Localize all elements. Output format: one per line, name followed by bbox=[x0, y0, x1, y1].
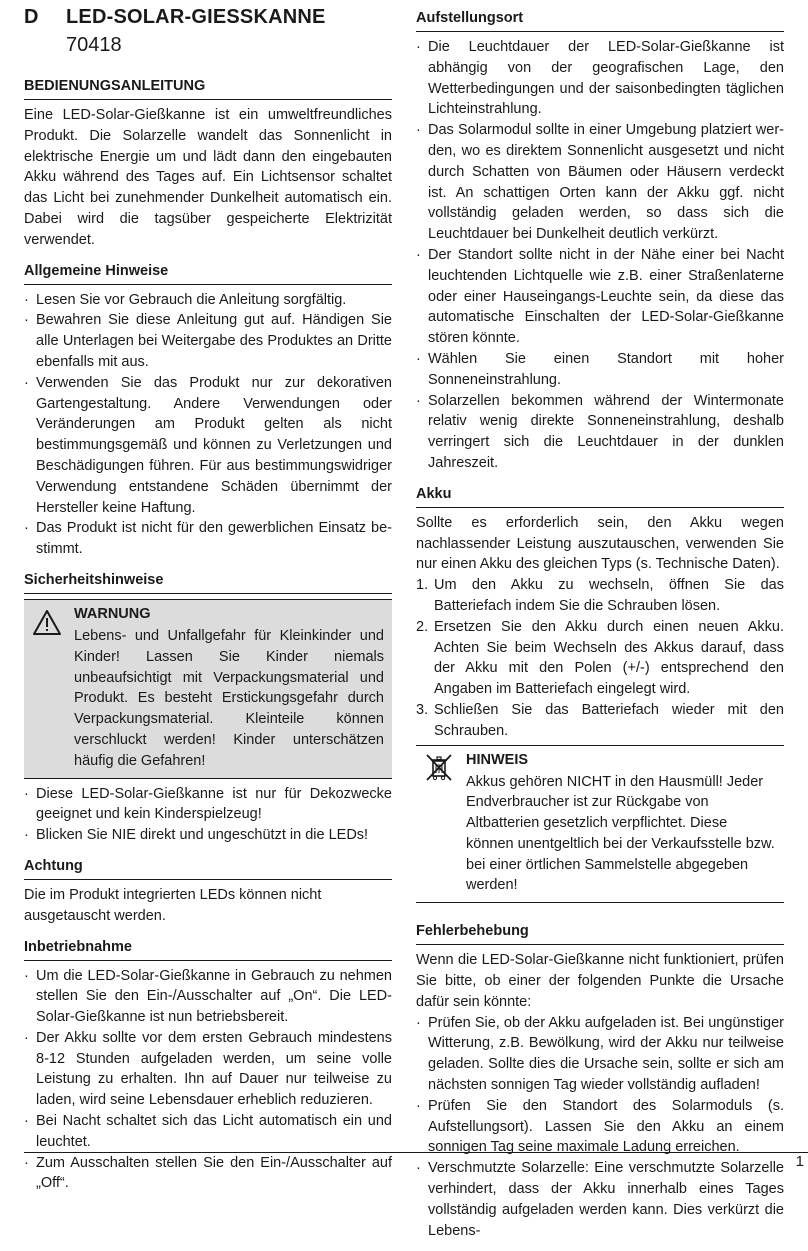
note-title: HINWEIS bbox=[466, 751, 529, 768]
safety-title: Sicherheitshinweise bbox=[24, 570, 392, 594]
warning-text: Lebens- und Unfallgefahr für Kleinkinder und Kinder! Lassen Sie Kinder niemals unbeaufsichtigt mit Verpackungsmaterial und Produkt. Es besteht Erstickungsgefahr durch Verpackungsmaterial. Kleinteile können verschluckt werden! Kinder unterschätzen häufig die Gefahren! bbox=[74, 627, 384, 769]
left-column bbox=[24, 76, 392, 1204]
right-column bbox=[416, 8, 784, 1251]
warning-triangle-icon bbox=[32, 608, 62, 638]
note-box bbox=[416, 745, 784, 904]
general-section bbox=[24, 261, 392, 560]
step-number: 1. bbox=[416, 577, 429, 594]
attention-title: Achtung bbox=[24, 856, 392, 880]
list-item: · Lesen Sie vor Gebrauch die Anleitung sorgfältig. bbox=[24, 290, 392, 311]
list-item: · Blicken Sie NIE direkt und ungeschützt in die LEDs! bbox=[24, 825, 392, 846]
list-item: · Zum Ausschalten stellen Sie den Ein-/Ausschalter auf „Off“. bbox=[24, 1153, 392, 1195]
warning-box bbox=[24, 599, 392, 779]
trouble-section bbox=[416, 921, 784, 1241]
list-item: · Verwenden Sie das Produkt nur zur dekorativen Gartengestaltung. Andere Verwendungen oder Veränderungen am Produkt gelten als nicht bestimmungsgemäß und können zu Verletzungen und Beschädigungen führen. Für aus bestimmungswidriger Verwendung entstandene Schäden übernimmt der Hersteller keine Haftung. bbox=[24, 373, 392, 519]
list-item: · Der Akku sollte vor dem ersten Gebrauch mindestens 8-12 Stunden aufgeladen werden, um seine volle Leistung zu erhalten. Ihn auf Dauer nur teilweise zu laden, wird seine Lebensdauer erheblich reduzieren. bbox=[24, 1028, 392, 1111]
manual-intro: Eine LED-Solar-Gießkanne ist ein umweltfreundliches Produkt. Die Solarzelle wandelt das Sonnenlicht in elektrische Energie um und lädt dann den eingebauten Akku während des Tages auf. Ein Lichtsensor schaltet das Licht bei zunehmender Dunkelheit automatisch ein. Dabei wird die tagsüber gespeicherte Elektrizität verwendet. bbox=[24, 107, 392, 248]
attention-section bbox=[24, 856, 392, 927]
list-item: · Der Standort sollte nicht in der Nähe einer bei Nacht leuchtenden Lichtquelle wie z.B. einer Straßenlaterne oder einer Hauseingangs-Leuchte sein, da diese das automatische Einschalten der LED-Solar-Gießkanne stören könnte. bbox=[416, 245, 784, 349]
crossed-bin-icon bbox=[424, 752, 454, 782]
safety-section bbox=[24, 570, 392, 846]
list-item: · Das Produkt ist nicht für den gewerblichen Einsatz bestimmt. bbox=[24, 518, 392, 560]
list-item: · Um die LED-Solar-Gießkanne in Gebrauch zu nehmen stellen Sie den Ein-/Ausschalter auf „On“. Die LED-Solar-Gießkanne ist nun betriebsbereit. bbox=[24, 966, 392, 1028]
startup-section bbox=[24, 937, 392, 1195]
manual-title: BEDIENUNGSANLEITUNG bbox=[24, 76, 392, 100]
step-number: 2. bbox=[416, 618, 429, 635]
note-text: Akkus gehören NICHT in den Hausmüll! Jeder Endverbraucher ist zur Rückgabe von Altbatterien gesetzlich verpflichtet. Diese können unentgeltlich bei der Verkaufsstelle bzw. bei einer örtlichen Sammelstelle abgegeben werden! bbox=[466, 773, 775, 894]
warning-title: WARNUNG bbox=[74, 605, 151, 622]
battery-section bbox=[416, 484, 784, 904]
product-title: LED-SOLAR-GIESSKANNE bbox=[66, 6, 326, 28]
list-item: · Diese LED-Solar-Gießkanne ist nur für Dekozwecke geeignet und kein Kinderspielzeug! bbox=[24, 784, 392, 826]
battery-text: Sollte es erforderlich sein, den Akku wegen nachlassender Leistung auszutauschen, verwenden Sie nur einen Akku des gleichen Typs (s. Technische Daten). bbox=[416, 514, 784, 573]
list-item: · Prüfen Sie, ob der Akku aufgeladen ist. Bei ungünstiger Witterung, z.B. Bewölkung, wird der Akku nur teilweise geladen. Sollte dies die Ursache sein, sollte er sich am nächsten sonnigen Tag wieder vollständig aufladen! bbox=[416, 1013, 784, 1096]
list-item bbox=[416, 575, 784, 617]
list-item: · Bei Nacht schaltet sich das Licht automatisch ein und leuchtet. bbox=[24, 1111, 392, 1153]
list-item bbox=[416, 617, 784, 700]
footer-rule bbox=[24, 1152, 808, 1153]
trouble-title: Fehlerbehebung bbox=[416, 921, 784, 945]
page-number: 1 bbox=[795, 1153, 804, 1170]
list-item: · Das Solarmodul sollte in einer Umgebung platziert werden, wo es direktem Sonnenlicht ausgesetzt und nicht durch Schatten von Bäumen oder Häusern verdeckt ist. An schattigen Orten kann der Akku ggf. nicht vollständig geladen werden, so dass sich die Leuchtdauer bei Dunkelheit deutlich verkürzt. bbox=[416, 120, 784, 245]
list-item: · Wählen Sie einen Standort mit hoher Sonneneinstrahlung. bbox=[416, 349, 784, 391]
step-text: Um den Akku zu wechseln, öffnen Sie das Batteriefach indem Sie die Schrauben lösen. bbox=[434, 577, 784, 614]
manual-section bbox=[24, 76, 392, 251]
list-item: · Die Leuchtdauer der LED-Solar-Gießkanne ist abhängig von der geografischen Lage, den Wetterbedingungen und der saisonbedingten täglichen Lichteinstrahlung. bbox=[416, 37, 784, 120]
step-number: 3. bbox=[416, 701, 429, 718]
language-code: D bbox=[24, 6, 39, 28]
list-item bbox=[416, 700, 784, 742]
article-number: 70418 bbox=[66, 34, 122, 56]
list-item: · Verschmutzte Solarzelle: Eine verschmutzte Solarzelle verhindert, dass der Akku innerhalb eines Tages vollständig aufgeladen werden kann. Dies verkürzt die Lebens- bbox=[416, 1158, 784, 1241]
location-section bbox=[416, 8, 784, 474]
list-item: · Solarzellen bekommen während der Wintermonate relativ wenig direkte Sonneneinstrahlung, deshalb verringert sich die Leuchtdauer in der dunklen Jahreszeit. bbox=[416, 391, 784, 474]
location-title: Aufstellungsort bbox=[416, 8, 784, 32]
step-text: Ersetzen Sie den Akku durch einen neuen Akku. Achten Sie beim Wechseln des Akkus darauf, dass der Akku mit den Polen (+/-) entsprechend den Angaben im Batteriefach eingelegt wird. bbox=[434, 618, 784, 698]
list-item: · Bewahren Sie diese Anleitung gut auf. Händigen Sie alle Unterlagen bei Weitergabe des Produktes an Dritte ebenfalls mit aus. bbox=[24, 310, 392, 372]
attention-text: Die im Produkt integrierten LEDs können nicht ausgetauscht werden. bbox=[24, 886, 322, 924]
battery-title: Akku bbox=[416, 484, 784, 508]
startup-title: Inbetriebnahme bbox=[24, 937, 392, 961]
trouble-text: Wenn die LED-Solar-Gießkanne nicht funktioniert, prüfen Sie bitte, ob einer der folgenden Punkte die Ursache dafür sein könnte: bbox=[416, 952, 784, 1010]
list-item: · Prüfen Sie den Standort des Solarmoduls (s. Aufstellungsort). Lassen Sie den Akku an einem sonnigen Tag seine maximale Ladung erreichen. bbox=[416, 1096, 784, 1158]
general-title: Allgemeine Hinweise bbox=[24, 261, 392, 285]
step-text: Schließen Sie das Batteriefach wieder mit den Schrauben. bbox=[434, 701, 784, 739]
